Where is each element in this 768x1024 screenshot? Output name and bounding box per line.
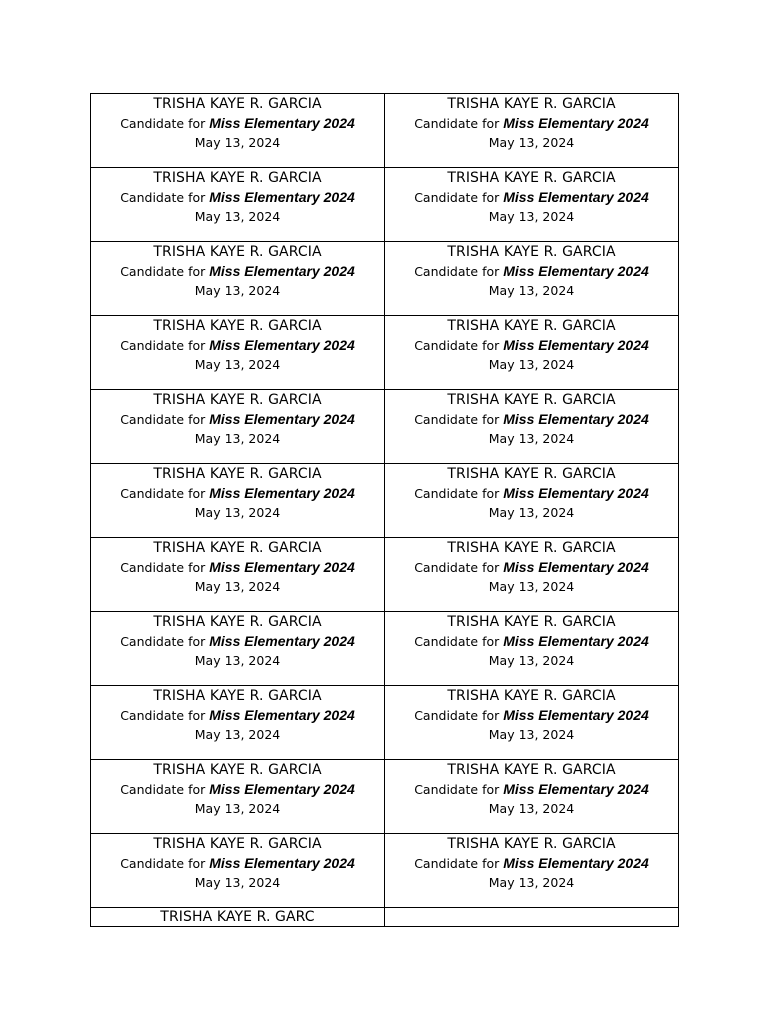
candidate-name: TRISHA KAYE R. GARCIA xyxy=(153,466,322,482)
candidate-prefix: Candidate for xyxy=(120,190,210,205)
label-row xyxy=(91,316,679,390)
pageant-title: Miss Elementary 2024 xyxy=(503,263,649,279)
candidate-name: TRISHA KAYE R. GARCIA xyxy=(153,318,322,334)
candidate-line xyxy=(91,114,384,133)
candidate-line xyxy=(91,262,384,281)
candidate-line xyxy=(91,336,384,355)
candidate-prefix: Candidate for xyxy=(120,412,210,427)
candidate-prefix: Candidate for xyxy=(414,634,504,649)
candidate-prefix: Candidate for xyxy=(414,116,504,131)
label-cell xyxy=(91,760,385,834)
candidate-line xyxy=(91,780,384,799)
candidate-name: TRISHA KAYE R. GARCIA xyxy=(153,540,322,556)
candidate-name: TRISHA KAYE R. GARCIA xyxy=(153,836,322,852)
event-date: May 13, 2024 xyxy=(194,727,281,742)
candidate-name: TRISHA KAYE R. GARCIA xyxy=(447,688,616,704)
candidate-line xyxy=(91,706,384,725)
candidate-name: TRISHA KAYE R. GARCIA xyxy=(447,836,616,852)
candidate-name: TRISHA KAYE R. GARCIA xyxy=(153,96,322,112)
event-date: May 13, 2024 xyxy=(488,801,575,816)
label-cell xyxy=(91,316,385,390)
label-cell xyxy=(385,242,679,316)
candidate-line xyxy=(385,854,678,873)
event-date: May 13, 2024 xyxy=(194,801,281,816)
candidate-line xyxy=(91,410,384,429)
candidate-name: TRISHA KAYE R. GARCIA xyxy=(447,466,616,482)
candidate-name-partial: TRISHA KAYE R. GARC xyxy=(160,909,315,925)
label-row xyxy=(91,168,679,242)
event-date: May 13, 2024 xyxy=(488,431,575,446)
label-cell xyxy=(91,168,385,242)
event-date: May 13, 2024 xyxy=(488,357,575,372)
label-row xyxy=(91,242,679,316)
candidate-line xyxy=(385,484,678,503)
candidate-prefix: Candidate for xyxy=(120,264,210,279)
label-cell xyxy=(385,464,679,538)
label-row-partial xyxy=(91,908,679,927)
candidate-name: TRISHA KAYE R. GARCIA xyxy=(153,762,322,778)
label-cell xyxy=(91,242,385,316)
event-date: May 13, 2024 xyxy=(194,135,281,150)
pageant-title: Miss Elementary 2024 xyxy=(209,189,355,205)
candidate-prefix: Candidate for xyxy=(414,190,504,205)
label-cell xyxy=(385,760,679,834)
label-row xyxy=(91,686,679,760)
event-date: May 13, 2024 xyxy=(194,209,281,224)
candidate-name: TRISHA KAYE R. GARCIA xyxy=(447,540,616,556)
candidate-name: TRISHA KAYE R. GARCIA xyxy=(447,170,616,186)
event-date: May 13, 2024 xyxy=(488,579,575,594)
candidate-prefix: Candidate for xyxy=(120,338,210,353)
candidate-name: TRISHA KAYE R. GARCIA xyxy=(153,244,322,260)
candidate-line xyxy=(91,854,384,873)
pageant-title: Miss Elementary 2024 xyxy=(503,411,649,427)
pageant-title: Miss Elementary 2024 xyxy=(503,855,649,871)
event-date: May 13, 2024 xyxy=(194,579,281,594)
event-date: May 13, 2024 xyxy=(488,875,575,890)
candidate-line xyxy=(91,558,384,577)
label-cell xyxy=(385,94,679,168)
label-cell xyxy=(91,686,385,760)
label-cell xyxy=(385,390,679,464)
pageant-title: Miss Elementary 2024 xyxy=(209,263,355,279)
label-cell xyxy=(385,168,679,242)
candidate-line xyxy=(91,484,384,503)
candidate-prefix: Candidate for xyxy=(414,412,504,427)
label-cell xyxy=(91,612,385,686)
candidate-name: TRISHA KAYE R. GARCIA xyxy=(447,614,616,630)
event-date: May 13, 2024 xyxy=(488,283,575,298)
candidate-name: TRISHA KAYE R. GARCIA xyxy=(447,96,616,112)
candidate-name: TRISHA KAYE R. GARCIA xyxy=(153,688,322,704)
event-date: May 13, 2024 xyxy=(488,653,575,668)
event-date: May 13, 2024 xyxy=(194,653,281,668)
candidate-prefix: Candidate for xyxy=(120,634,210,649)
label-row xyxy=(91,612,679,686)
candidate-name: TRISHA KAYE R. GARCIA xyxy=(153,614,322,630)
candidate-name: TRISHA KAYE R. GARCIA xyxy=(447,392,616,408)
event-date: May 13, 2024 xyxy=(194,875,281,890)
candidate-line xyxy=(385,262,678,281)
event-date: May 13, 2024 xyxy=(488,727,575,742)
label-row xyxy=(91,464,679,538)
label-cell xyxy=(91,834,385,908)
label-row xyxy=(91,834,679,908)
label-row xyxy=(91,94,679,168)
candidate-prefix: Candidate for xyxy=(414,338,504,353)
candidate-line xyxy=(385,336,678,355)
candidate-prefix: Candidate for xyxy=(414,264,504,279)
event-date: May 13, 2024 xyxy=(194,357,281,372)
candidate-prefix: Candidate for xyxy=(414,856,504,871)
candidate-prefix: Candidate for xyxy=(120,708,210,723)
event-date: May 13, 2024 xyxy=(194,505,281,520)
candidate-prefix: Candidate for xyxy=(414,560,504,575)
candidate-prefix: Candidate for xyxy=(120,856,210,871)
event-date: May 13, 2024 xyxy=(488,505,575,520)
candidate-line xyxy=(385,188,678,207)
label-cell xyxy=(385,686,679,760)
label-rows xyxy=(91,94,679,927)
pageant-title: Miss Elementary 2024 xyxy=(503,485,649,501)
label-row xyxy=(91,390,679,464)
event-date: May 13, 2024 xyxy=(488,135,575,150)
pageant-title: Miss Elementary 2024 xyxy=(209,411,355,427)
candidate-line xyxy=(385,558,678,577)
label-cell xyxy=(385,834,679,908)
candidate-name: TRISHA KAYE R. GARCIA xyxy=(153,392,322,408)
candidate-name: TRISHA KAYE R. GARCIA xyxy=(153,170,322,186)
candidate-prefix: Candidate for xyxy=(414,782,504,797)
label-row xyxy=(91,538,679,612)
candidate-prefix: Candidate for xyxy=(120,782,210,797)
pageant-title: Miss Elementary 2024 xyxy=(503,781,649,797)
candidate-prefix: Candidate for xyxy=(414,708,504,723)
pageant-title: Miss Elementary 2024 xyxy=(209,337,355,353)
candidate-name: TRISHA KAYE R. GARCIA xyxy=(447,244,616,260)
candidate-line xyxy=(385,780,678,799)
event-date: May 13, 2024 xyxy=(488,209,575,224)
label-sheet-table xyxy=(90,93,679,927)
candidate-name: TRISHA KAYE R. GARCIA xyxy=(447,318,616,334)
pageant-title: Miss Elementary 2024 xyxy=(503,115,649,131)
candidate-line xyxy=(385,632,678,651)
candidate-name: TRISHA KAYE R. GARCIA xyxy=(447,762,616,778)
label-cell-empty xyxy=(385,908,679,927)
pageant-title: Miss Elementary 2024 xyxy=(503,707,649,723)
label-cell xyxy=(91,464,385,538)
pageant-title: Miss Elementary 2024 xyxy=(209,707,355,723)
candidate-line xyxy=(385,114,678,133)
candidate-line xyxy=(385,706,678,725)
pageant-title: Miss Elementary 2024 xyxy=(503,559,649,575)
label-cell xyxy=(91,94,385,168)
candidate-line xyxy=(91,632,384,651)
candidate-prefix: Candidate for xyxy=(120,560,210,575)
event-date: May 13, 2024 xyxy=(194,431,281,446)
candidate-line xyxy=(91,188,384,207)
pageant-title: Miss Elementary 2024 xyxy=(503,189,649,205)
pageant-title: Miss Elementary 2024 xyxy=(209,485,355,501)
pageant-title: Miss Elementary 2024 xyxy=(209,855,355,871)
label-cell xyxy=(385,316,679,390)
candidate-line xyxy=(385,410,678,429)
pageant-title: Miss Elementary 2024 xyxy=(503,337,649,353)
pageant-title: Miss Elementary 2024 xyxy=(209,633,355,649)
label-cell xyxy=(91,390,385,464)
pageant-title: Miss Elementary 2024 xyxy=(209,781,355,797)
candidate-prefix: Candidate for xyxy=(414,486,504,501)
pageant-title: Miss Elementary 2024 xyxy=(209,115,355,131)
candidate-prefix: Candidate for xyxy=(120,486,210,501)
label-cell xyxy=(91,538,385,612)
candidate-prefix: Candidate for xyxy=(120,116,210,131)
label-cell-partial xyxy=(91,908,385,927)
label-cell xyxy=(385,612,679,686)
event-date: May 13, 2024 xyxy=(194,283,281,298)
label-cell xyxy=(385,538,679,612)
pageant-title: Miss Elementary 2024 xyxy=(503,633,649,649)
label-row xyxy=(91,760,679,834)
pageant-title: Miss Elementary 2024 xyxy=(209,559,355,575)
